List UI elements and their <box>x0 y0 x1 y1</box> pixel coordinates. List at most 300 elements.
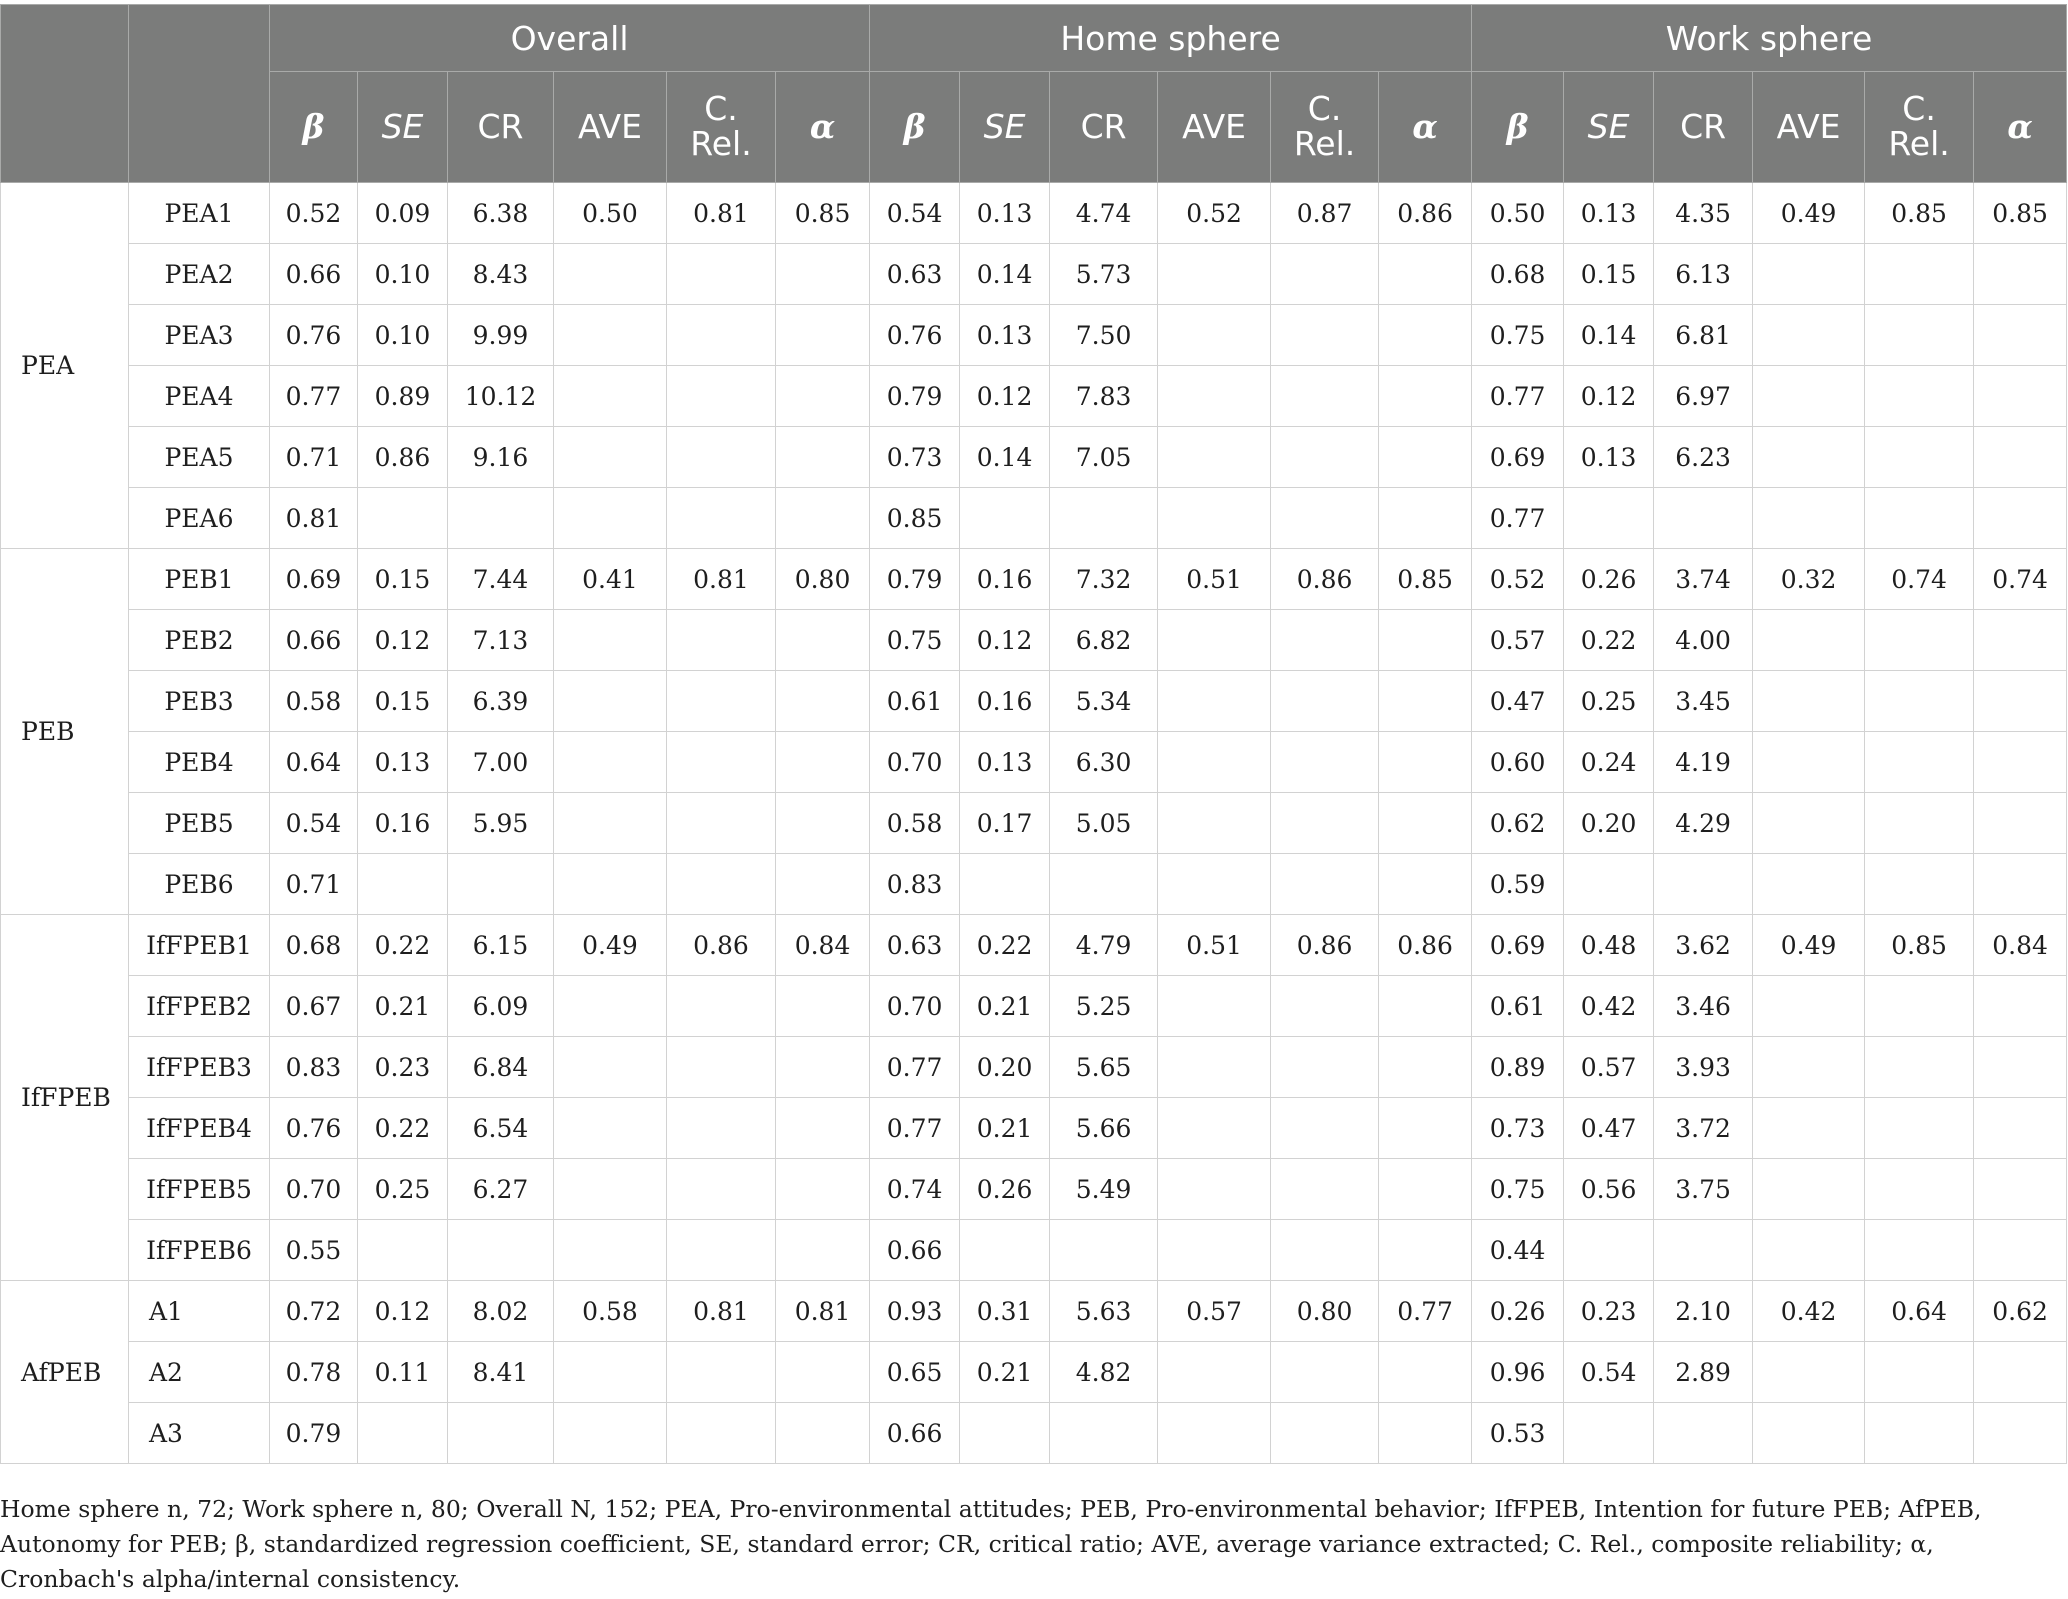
table-cell: 0.66 <box>870 1220 960 1281</box>
table-cell: 0.23 <box>358 1037 448 1098</box>
table-cell: 0.21 <box>960 976 1050 1037</box>
table-cell: 0.51 <box>1158 915 1271 976</box>
table-cell <box>776 1403 870 1464</box>
table-cell <box>554 427 667 488</box>
table-cell <box>667 1098 776 1159</box>
table-cell <box>776 976 870 1037</box>
table-cell <box>1974 366 2067 427</box>
header-column: α <box>1379 72 1472 183</box>
table-cell: 0.70 <box>870 976 960 1037</box>
table-cell <box>1050 854 1158 915</box>
table-cell: 9.16 <box>448 427 554 488</box>
table-row <box>1 671 2067 732</box>
table-cell <box>667 793 776 854</box>
table-cell <box>1974 1403 2067 1464</box>
table-cell <box>1974 1342 2067 1403</box>
table-cell: 0.66 <box>270 610 358 671</box>
table-cell <box>1379 1342 1472 1403</box>
table-cell: 5.25 <box>1050 976 1158 1037</box>
table-cell <box>1974 976 2067 1037</box>
table-row <box>1 1220 2067 1281</box>
table-cell <box>1865 671 1974 732</box>
table-cell: 4.35 <box>1654 183 1753 244</box>
table-cell <box>554 671 667 732</box>
table-cell <box>667 671 776 732</box>
row-item-label: PEB5 <box>129 793 270 854</box>
table-cell <box>1564 854 1654 915</box>
table-cell <box>1379 427 1472 488</box>
row-item-label: IfFPEB4 <box>129 1098 270 1159</box>
table-cell <box>358 1403 448 1464</box>
table-cell <box>776 671 870 732</box>
table-cell: 0.26 <box>1472 1281 1564 1342</box>
table-cell <box>667 244 776 305</box>
table-cell <box>776 488 870 549</box>
table-row <box>1 854 2067 915</box>
header-column: α <box>1974 72 2067 183</box>
table-cell: 6.97 <box>1654 366 1753 427</box>
table-cell: 0.47 <box>1564 1098 1654 1159</box>
table-cell <box>1271 793 1379 854</box>
table-cell: 7.13 <box>448 610 554 671</box>
table-cell <box>448 488 554 549</box>
table-cell: 0.13 <box>1564 183 1654 244</box>
table-cell: 0.85 <box>1974 183 2067 244</box>
table-cell <box>554 610 667 671</box>
table-cell: 0.77 <box>270 366 358 427</box>
table-cell <box>1050 1220 1158 1281</box>
table-cell: 4.74 <box>1050 183 1158 244</box>
table-cell: 0.14 <box>1564 305 1654 366</box>
results-table <box>0 4 2067 1464</box>
table-cell: 0.62 <box>1974 1281 2067 1342</box>
table-cell <box>1271 366 1379 427</box>
table-cell <box>1158 732 1271 793</box>
table-cell: 0.25 <box>1564 671 1654 732</box>
table-cell: 0.10 <box>358 244 448 305</box>
table-cell: 0.72 <box>270 1281 358 1342</box>
table-cell: 0.74 <box>1974 549 2067 610</box>
table-cell: 0.48 <box>1564 915 1654 976</box>
table-row <box>1 1098 2067 1159</box>
table-cell <box>1974 854 2067 915</box>
table-row <box>1 732 2067 793</box>
table-cell <box>1865 1037 1974 1098</box>
table-cell: 0.69 <box>1472 915 1564 976</box>
table-cell: 0.67 <box>270 976 358 1037</box>
row-item-label: IfFPEB2 <box>129 976 270 1037</box>
table-cell: 0.24 <box>1564 732 1654 793</box>
table-row <box>1 1342 2067 1403</box>
table-cell <box>1379 1220 1472 1281</box>
table-cell <box>1271 671 1379 732</box>
table-cell <box>1753 976 1865 1037</box>
table-cell <box>1379 305 1472 366</box>
table-cell <box>1158 854 1271 915</box>
table-row <box>1 366 2067 427</box>
table-cell: 0.87 <box>1271 183 1379 244</box>
table-cell <box>554 1403 667 1464</box>
table-cell: 0.66 <box>870 1403 960 1464</box>
table-cell <box>554 793 667 854</box>
table-cell: 5.63 <box>1050 1281 1158 1342</box>
table-cell: 0.85 <box>776 183 870 244</box>
row-item-label: PEB4 <box>129 732 270 793</box>
table-cell: 0.16 <box>960 549 1050 610</box>
table-cell <box>667 305 776 366</box>
table-cell <box>1753 610 1865 671</box>
table-cell: 0.50 <box>1472 183 1564 244</box>
table-cell: 0.81 <box>667 1281 776 1342</box>
header-group: Home sphere <box>870 5 1472 72</box>
table-cell: 0.13 <box>1564 427 1654 488</box>
table-cell <box>554 976 667 1037</box>
table-cell <box>776 1342 870 1403</box>
table-row <box>1 1037 2067 1098</box>
table-cell <box>448 1403 554 1464</box>
table-cell: 0.13 <box>960 305 1050 366</box>
table-cell: 0.49 <box>554 915 667 976</box>
table-cell <box>1158 427 1271 488</box>
table-cell <box>554 366 667 427</box>
table-cell: 0.64 <box>270 732 358 793</box>
table-cell <box>448 854 554 915</box>
table-cell: 0.54 <box>1564 1342 1654 1403</box>
table-cell: 7.00 <box>448 732 554 793</box>
table-row <box>1 915 2067 976</box>
table-cell: 0.70 <box>270 1159 358 1220</box>
table-cell: 0.63 <box>870 915 960 976</box>
table-cell <box>1158 976 1271 1037</box>
table-cell: 6.84 <box>448 1037 554 1098</box>
table-cell <box>1379 244 1472 305</box>
table-cell <box>1974 305 2067 366</box>
table-cell: 0.12 <box>1564 366 1654 427</box>
header-column <box>1271 72 1379 183</box>
table-cell <box>1654 488 1753 549</box>
table-cell <box>1271 244 1379 305</box>
table-cell: 3.74 <box>1654 549 1753 610</box>
table-cell <box>1865 366 1974 427</box>
table-cell: 0.14 <box>960 244 1050 305</box>
table-cell: 0.26 <box>1564 549 1654 610</box>
table-cell: 6.27 <box>448 1159 554 1220</box>
table-cell: 0.61 <box>870 671 960 732</box>
table-cell <box>1271 1220 1379 1281</box>
table-cell <box>1050 488 1158 549</box>
table-cell <box>1753 244 1865 305</box>
table-cell <box>1865 488 1974 549</box>
table-cell <box>1379 488 1472 549</box>
row-item-label: PEA5 <box>129 427 270 488</box>
table-cell: 0.69 <box>1472 427 1564 488</box>
table-cell: 0.21 <box>960 1098 1050 1159</box>
table-cell <box>1753 1403 1865 1464</box>
header-column: CR <box>1050 72 1158 183</box>
table-cell <box>1865 610 1974 671</box>
table-cell: 0.57 <box>1564 1037 1654 1098</box>
table-cell <box>1379 671 1472 732</box>
table-cell <box>1158 488 1271 549</box>
row-item-label: PEB1 <box>129 549 270 610</box>
header-group: Work sphere <box>1472 5 2067 72</box>
table-cell <box>1271 1403 1379 1464</box>
table-cell: 0.13 <box>960 732 1050 793</box>
table-cell <box>1974 1098 2067 1159</box>
table-cell <box>554 244 667 305</box>
header-column: AVE <box>554 72 667 183</box>
table-cell <box>1271 854 1379 915</box>
table-cell <box>1865 427 1974 488</box>
table-cell: 8.43 <box>448 244 554 305</box>
header-column <box>1865 72 1974 183</box>
table-cell: 0.75 <box>1472 1159 1564 1220</box>
table-cell <box>667 610 776 671</box>
table-cell: 0.81 <box>776 1281 870 1342</box>
table-cell: 4.82 <box>1050 1342 1158 1403</box>
table-cell <box>1271 488 1379 549</box>
table-cell <box>1753 1098 1865 1159</box>
table-cell <box>960 1403 1050 1464</box>
table-cell <box>1974 1220 2067 1281</box>
table-cell: 0.58 <box>270 671 358 732</box>
table-cell <box>1974 793 2067 854</box>
table-cell: 0.15 <box>1564 244 1654 305</box>
table-cell: 2.89 <box>1654 1342 1753 1403</box>
table-cell: 0.47 <box>1472 671 1564 732</box>
table-cell: 0.85 <box>1865 183 1974 244</box>
table-cell <box>667 732 776 793</box>
header-column-label: C. Rel. <box>1888 89 1950 163</box>
table-cell: 0.68 <box>270 915 358 976</box>
table-cell: 0.79 <box>870 366 960 427</box>
table-cell: 0.13 <box>358 732 448 793</box>
table-cell: 5.95 <box>448 793 554 854</box>
table-cell <box>1865 244 1974 305</box>
table-cell <box>554 1098 667 1159</box>
table-cell <box>1654 854 1753 915</box>
table-footnote: Home sphere n, 72; Work sphere n, 80; Overall N, 152; PEA, Pro-environmental attitudes; PEB, Pro-environmental behavior; IfFPEB, Intention for future PEB; AfPEB, Autonomy for PEB; β, standardized regression coefficient, SE, standard error; CR, critical ratio; AVE, average variance extracted; C. Rel., composite reliability; α, Cronbach's alpha/internal consistency. <box>0 1495 1982 1593</box>
table-cell <box>358 488 448 549</box>
table-cell: 0.41 <box>554 549 667 610</box>
table-cell <box>1271 732 1379 793</box>
table-cell <box>1753 671 1865 732</box>
table-cell: 0.73 <box>1472 1098 1564 1159</box>
table-cell: 0.32 <box>1753 549 1865 610</box>
table-row <box>1 244 2067 305</box>
table-cell <box>358 1220 448 1281</box>
table-cell: 7.50 <box>1050 305 1158 366</box>
table-cell <box>1158 244 1271 305</box>
row-item-label: IfFPEB1 <box>129 915 270 976</box>
table-cell: 0.25 <box>358 1159 448 1220</box>
table-cell: 5.65 <box>1050 1037 1158 1098</box>
row-item-label: A3 <box>129 1403 270 1464</box>
table-cell <box>1158 1098 1271 1159</box>
table-cell <box>1753 305 1865 366</box>
table-row <box>1 1159 2067 1220</box>
table-cell: 0.77 <box>1379 1281 1472 1342</box>
table-cell <box>1974 427 2067 488</box>
table-cell <box>776 732 870 793</box>
table-cell: 0.64 <box>1865 1281 1974 1342</box>
table-row <box>1 183 2067 244</box>
table-cell: 0.15 <box>358 671 448 732</box>
table-cell <box>1271 1342 1379 1403</box>
header-column: SE <box>960 72 1050 183</box>
table-cell: 0.17 <box>960 793 1050 854</box>
table-cell: 0.13 <box>960 183 1050 244</box>
header-column-label: C. Rel. <box>1293 89 1356 163</box>
table-cell: 0.42 <box>1564 976 1654 1037</box>
table-cell <box>1564 1403 1654 1464</box>
row-item-label: PEA2 <box>129 244 270 305</box>
header-blank-item <box>129 5 270 183</box>
table-cell: 7.44 <box>448 549 554 610</box>
table-cell: 0.57 <box>1158 1281 1271 1342</box>
table-cell: 0.58 <box>554 1281 667 1342</box>
header-column: β <box>270 72 358 183</box>
table-cell <box>1753 1037 1865 1098</box>
table-cell: 0.63 <box>870 244 960 305</box>
table-cell <box>1271 1159 1379 1220</box>
table-cell: 0.55 <box>270 1220 358 1281</box>
table-cell <box>1753 1342 1865 1403</box>
table-cell <box>776 427 870 488</box>
table-cell: 5.49 <box>1050 1159 1158 1220</box>
table-cell <box>358 854 448 915</box>
table-cell: 8.41 <box>448 1342 554 1403</box>
table-cell: 0.61 <box>1472 976 1564 1037</box>
row-group-label: AfPEB <box>1 1281 129 1464</box>
table-cell <box>776 244 870 305</box>
table-cell <box>1974 732 2067 793</box>
table-cell <box>1379 793 1472 854</box>
table-cell: 2.10 <box>1654 1281 1753 1342</box>
row-item-label: IfFPEB5 <box>129 1159 270 1220</box>
table-cell: 0.85 <box>870 488 960 549</box>
table-cell: 0.10 <box>358 305 448 366</box>
table-cell: 0.60 <box>1472 732 1564 793</box>
table-cell <box>776 366 870 427</box>
table-cell <box>1271 427 1379 488</box>
table-cell: 0.86 <box>1271 549 1379 610</box>
table-cell <box>1379 1159 1472 1220</box>
table-cell: 7.83 <box>1050 366 1158 427</box>
table-cell <box>554 1220 667 1281</box>
table-cell: 0.75 <box>1472 305 1564 366</box>
table-cell <box>667 366 776 427</box>
table-cell: 0.22 <box>358 915 448 976</box>
table-cell: 0.86 <box>1379 915 1472 976</box>
table-cell: 0.76 <box>270 1098 358 1159</box>
table-cell <box>554 1342 667 1403</box>
table-cell <box>1271 1098 1379 1159</box>
table-cell <box>1379 854 1472 915</box>
table-cell <box>1865 305 1974 366</box>
table-cell: 0.21 <box>358 976 448 1037</box>
table-cell <box>667 1159 776 1220</box>
table-cell: 6.09 <box>448 976 554 1037</box>
table-cell: 10.12 <box>448 366 554 427</box>
table-cell: 0.15 <box>358 549 448 610</box>
table-cell: 0.86 <box>667 915 776 976</box>
table-row <box>1 793 2067 854</box>
table-cell: 4.79 <box>1050 915 1158 976</box>
table-cell <box>554 1037 667 1098</box>
table-cell <box>1379 1403 1472 1464</box>
row-item-label: PEB6 <box>129 854 270 915</box>
table-cell <box>776 1037 870 1098</box>
table-cell <box>1158 610 1271 671</box>
table-cell <box>1974 610 2067 671</box>
table-cell <box>1564 488 1654 549</box>
table-cell <box>1158 366 1271 427</box>
table-cell: 4.19 <box>1654 732 1753 793</box>
table-cell: 0.54 <box>870 183 960 244</box>
table-cell: 0.83 <box>870 854 960 915</box>
table-cell <box>1379 610 1472 671</box>
table-cell <box>1158 1403 1271 1464</box>
header-column: α <box>776 72 870 183</box>
table-cell: 0.74 <box>870 1159 960 1220</box>
table-row <box>1 427 2067 488</box>
header-group: Overall <box>270 5 870 72</box>
table-cell <box>1974 244 2067 305</box>
row-item-label: PEA3 <box>129 305 270 366</box>
header-column: SE <box>1564 72 1654 183</box>
table-cell <box>1158 671 1271 732</box>
table-cell <box>1158 1342 1271 1403</box>
header-column: SE <box>358 72 448 183</box>
table-cell: 0.52 <box>1472 549 1564 610</box>
table-cell: 4.29 <box>1654 793 1753 854</box>
table-row <box>1 610 2067 671</box>
table-cell: 0.20 <box>960 1037 1050 1098</box>
row-item-label: IfFPEB3 <box>129 1037 270 1098</box>
table-cell: 0.96 <box>1472 1342 1564 1403</box>
table-cell <box>1753 854 1865 915</box>
table-cell: 5.73 <box>1050 244 1158 305</box>
table-cell <box>1865 1342 1974 1403</box>
table-cell: 8.02 <box>448 1281 554 1342</box>
table-cell <box>960 854 1050 915</box>
table-cell <box>1974 1159 2067 1220</box>
table-cell: 0.75 <box>870 610 960 671</box>
row-item-label: IfFPEB6 <box>129 1220 270 1281</box>
table-cell <box>667 1403 776 1464</box>
table-cell: 0.78 <box>270 1342 358 1403</box>
table-cell <box>1753 427 1865 488</box>
table-cell: 6.54 <box>448 1098 554 1159</box>
table-cell: 0.84 <box>776 915 870 976</box>
table-cell <box>776 793 870 854</box>
table-cell: 0.50 <box>554 183 667 244</box>
table-cell: 6.81 <box>1654 305 1753 366</box>
table-cell: 0.58 <box>870 793 960 854</box>
table-cell <box>1974 488 2067 549</box>
table-cell: 0.79 <box>270 1403 358 1464</box>
table-cell <box>776 305 870 366</box>
table-cell <box>776 1220 870 1281</box>
table-cell <box>1379 976 1472 1037</box>
table-cell <box>1654 1220 1753 1281</box>
table-cell: 0.22 <box>358 1098 448 1159</box>
table-cell: 0.81 <box>270 488 358 549</box>
table-cell: 0.70 <box>870 732 960 793</box>
table-cell: 0.59 <box>1472 854 1564 915</box>
table-cell <box>1753 732 1865 793</box>
